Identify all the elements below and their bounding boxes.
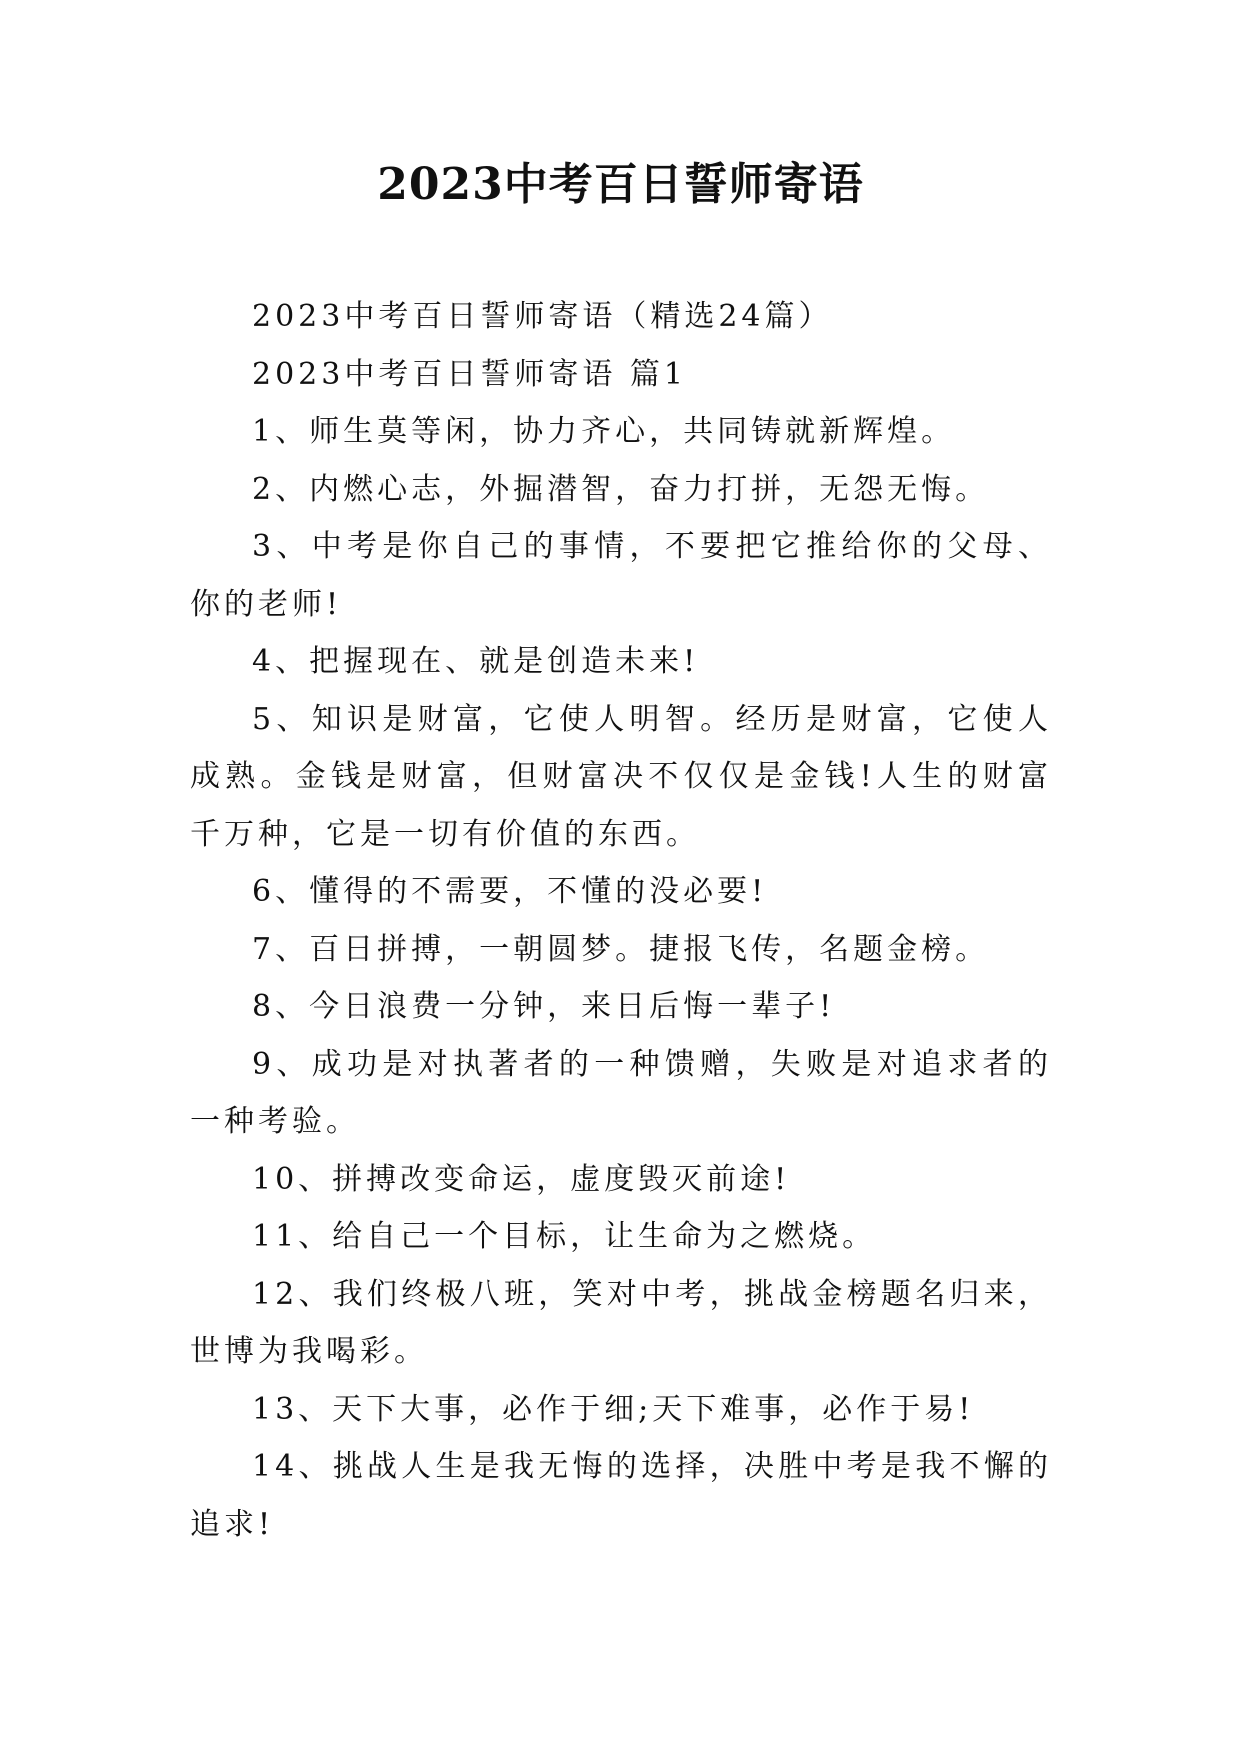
paragraph-9: 9、成功是对执著者的一种馈赠，失败是对追求者的一种考验。: [190, 1046, 1052, 1139]
section-heading: 2023中考百日誓师寄语 篇1: [252, 356, 687, 392]
paragraph-11: 11、给自己一个目标，让生命为之燃烧。: [252, 1219, 877, 1254]
paragraph-2: 2、内燃心志，外掘潜智，奋力打拼，无怨无悔。: [252, 471, 990, 507]
document-title: 2023中考百日誓师寄语: [377, 159, 864, 210]
paragraph-6: 6、懂得的不需要，不懂的没必要!: [252, 874, 768, 909]
paragraph-12: 12、我们终极八班，笑对中考，挑战金榜题名归来，世博为我喝彩。: [190, 1276, 1052, 1369]
paragraph-3: 3、中考是你自己的事情，不要把它推给你的父母、你的老师!: [190, 529, 1052, 622]
subtitle: 2023中考百日誓师寄语（精选24篇）: [252, 299, 833, 334]
paragraph-14: 14、挑战人生是我无悔的选择，决胜中考是我不懈的追求!: [190, 1449, 1052, 1542]
document-body: [190, 288, 1052, 1553]
paragraph-4: 4、把握现在、就是创造未来!: [252, 644, 700, 679]
paragraph-10: 10、拼搏改变命运，虚度毁灭前途!: [252, 1161, 791, 1197]
paragraph-5: 5、知识是财富，它使人明智。经历是财富，它使人成熟。金钱是财富，但财富决不仅仅是金钱!人生的财富千万种，它是一切有价值的东西。: [190, 701, 1052, 852]
paragraph-7: 7、百日拼搏，一朝圆梦。捷报飞传，名题金榜。: [252, 931, 990, 967]
paragraph-8: 8、今日浪费一分钟，来日后悔一辈子!: [252, 989, 836, 1024]
paragraph-1: 1、师生莫等闲，协力齐心，共同铸就新辉煌。: [252, 414, 956, 449]
paragraph-13: 13、天下大事，必作于细;天下难事，必作于易!: [252, 1391, 975, 1427]
